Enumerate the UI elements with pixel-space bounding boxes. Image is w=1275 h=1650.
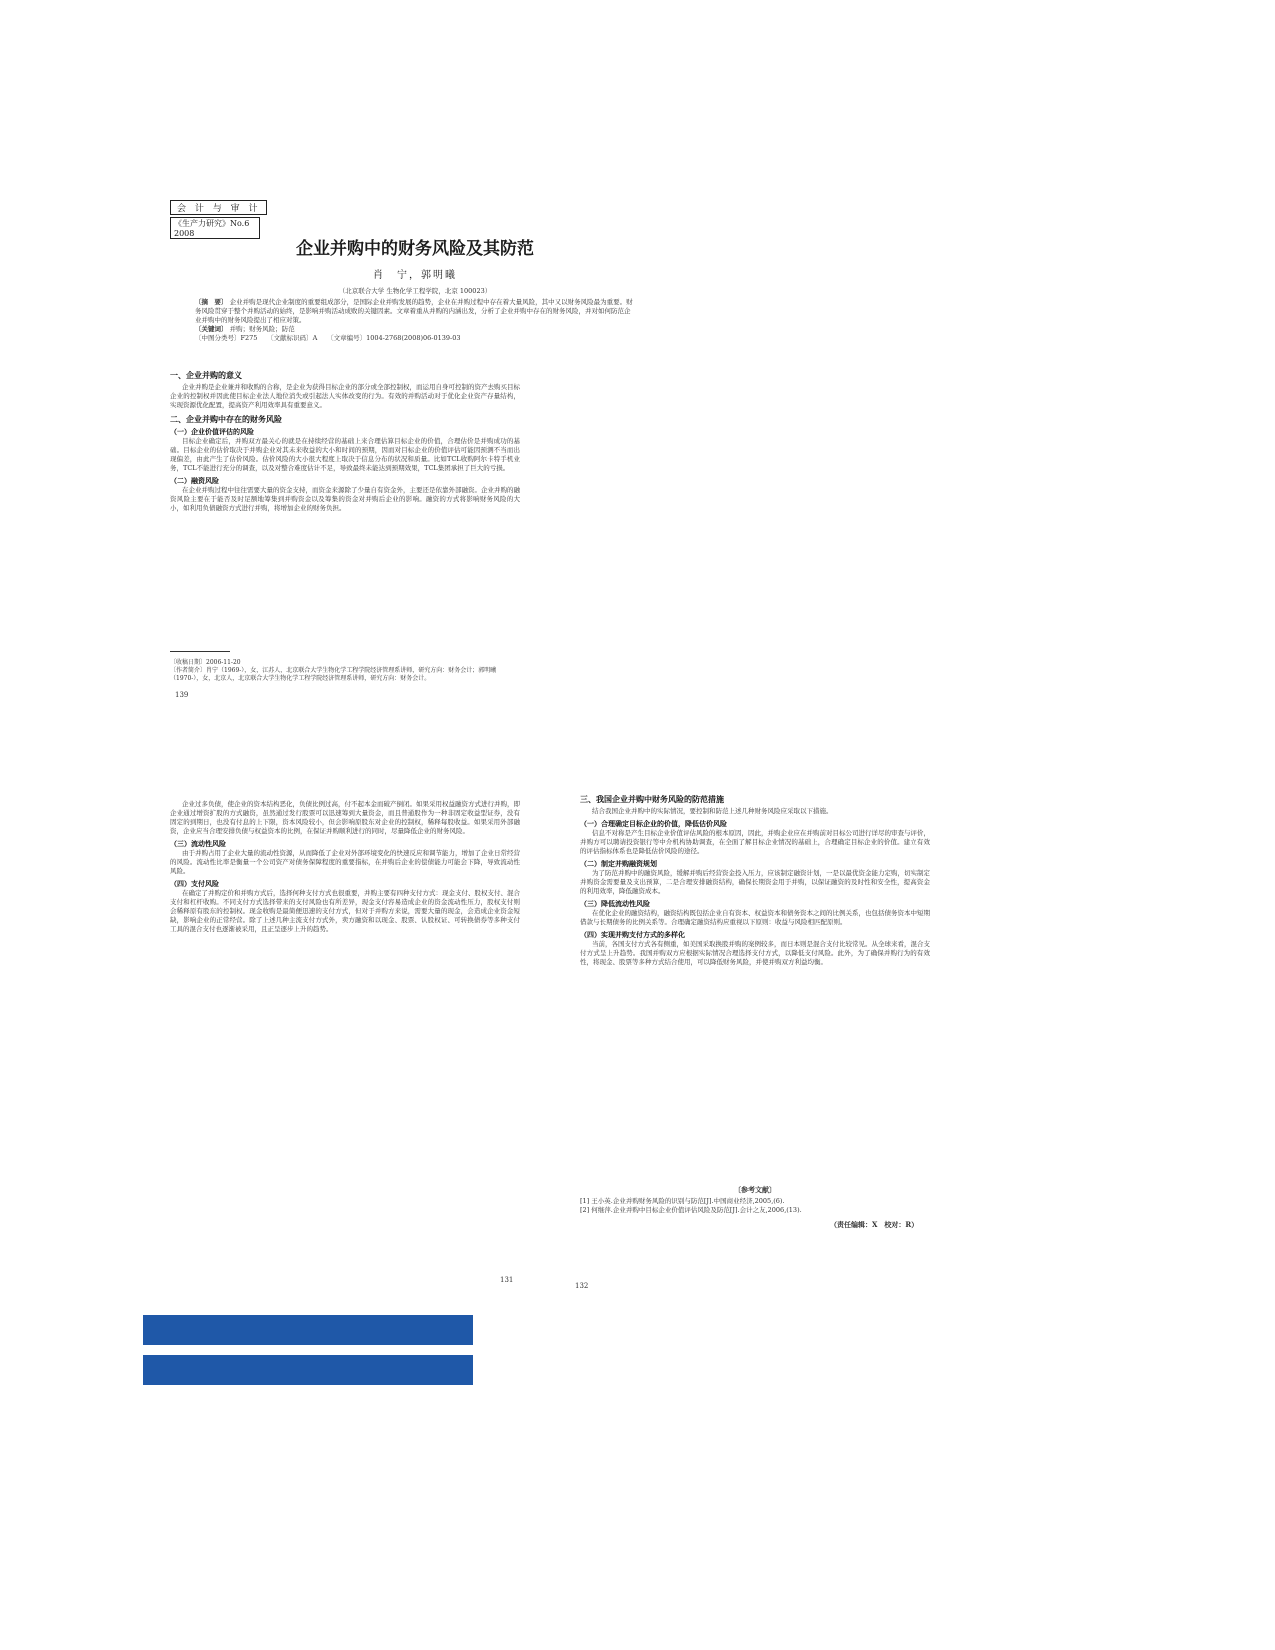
footnote-divider (170, 651, 230, 652)
blue-bar-bottom (143, 1355, 473, 1385)
right-subsection1-paragraph: 信息不对称是产生目标企业价值评估风险的根本原因，因此，并购企业应在并购前对目标公司进行详尽的审查与评价，并购方可以聘请投资银行等中介机构协助调查，在全面了解目标企业情况的基础上，合理确定目标企业的价值。建立有效的评估指标体系也是降低估价风险的途径。 (580, 829, 930, 855)
journal-issue-label: 《生产力研究》No.6 2008 (170, 217, 260, 239)
page1-body (170, 366, 520, 611)
left-subsection4-paragraph: 在确定了并购定价和并购方式后，选择何种支付方式也很重要，并购主要有四种支付方式：现金支付、股权支付、混合支付和杠杆收购。不同支付方式选择带来的支付风险也有所差异，现金支付容易造成企业的资金流动性压力，股权支付则会稀释原有股东的控制权。现金收购是最简便迅速的支付方式，但对于并购方来说，需要大量的现金，会造成企业资金短缺，影响企业的正常经营。除了上述几种主流支付方式外，卖方融资和以现金、股票、认股权证、可转换债券等多种支付工具的混合支付也逐渐被采用，且正呈逐步上升的趋势。 (170, 889, 520, 933)
footnote-author-bio: 〔作者简介〕肖宁（1969-），女，江苏人，北京联合大学生物化学工程学院经济管理系讲师，研究方向：财务会计；郭明曦（1970-），女，北京人，北京联合大学生物化学工程学院经济管理系讲师，研究方向：财务会计。 (170, 667, 497, 682)
references-block (580, 1185, 930, 1215)
subsection2-paragraph: 在企业并购过程中往往需要大量的资金支持，而资金来源除了少量自有资金外，主要还是依靠外部融资。企业并购的融资风险主要在于能否及时足额地筹集到并购资金以及筹集的资金对并购后企业的影响。融资的方式将影响财务风险的大小，如利用负债融资方式进行并购，将增加企业的财务负担。 (170, 486, 520, 512)
left-subsection3-paragraph: 由于并购占用了企业大量的流动性资源，从而降低了企业对外部环境变化的快速反应和调节能力，增加了企业日常经营的风险。流动性比率是衡量一个公司资产对债务保障程度的重要指标，在并购后企业的偿债能力可能会下降，导致流动性风险。 (170, 849, 520, 875)
section1-heading: 一、企业并购的意义 (170, 370, 242, 380)
right-subsection4-paragraph: 当前，各国支付方式各有侧重，如美国采取换股并购的案例较多，而日本则是混合支付比较常见。从全球来看，混合支付方式呈上升趋势。我国并购双方应根据实际情况合理选择支付方式，以降低支付风险。此外，为了确保并购行为的有效性，将现金、股票等多种方式结合使用，可以降低财务风险，并使并购双方利益均衡。 (580, 940, 930, 966)
reference-item: [2] 何继萍.企业并购中目标企业价值评估风险及防范[J].会计之友,2006,(13). (580, 1206, 802, 1214)
section1-paragraph: 企业并购是企业兼并和收购的合称，是企业为获得目标企业的部分或全部控制权，而运用自身可控制的资产去购买目标企业的控制权并因此使目标企业法人地位消失或引起法人实体改变的行为。有效的并购活动对于优化企业资产存量结构，实现资源优化配置，提高资产利用效率具有重要意义。 (170, 383, 520, 409)
page1-number: 139 (175, 691, 189, 699)
left-subsection4-heading: （四）支付风险 (170, 879, 219, 888)
section3-heading: 三、我国企业并购中财务风险的防范措施 (580, 794, 724, 804)
subsection2-heading: （二）融资风险 (170, 476, 219, 485)
abstract-block (195, 298, 635, 343)
footnote-received: 〔收稿日期〕2006-11-20 (170, 659, 241, 666)
classification-line: 〔中图分类号〕F275 〔文献标识码〕A 〔文章编号〕1004-2768(2008)06-0139-03 (195, 334, 461, 342)
keywords-label: 〔关键词〕 (195, 325, 228, 333)
reference-item: [1] 王小英.企业并购财务风险的识别与防范[J].中国商业经济,2005,(6). (580, 1197, 785, 1205)
left-subsection3-heading: （三）流动性风险 (170, 839, 226, 848)
left-paragraph-1: 企业过多负债，使企业的资本结构恶化，负债比例过高，付不起本金而破产倒闭。如果采用权益融资方式进行并购，即企业通过增资扩股的方式融资，虽然通过发行股票可以迅速筹到大量资金，而且普通股作为一种非固定收益型证券，没有固定的到期日，也没有付息的上下限，资本风险较小，但会影响原股东对企业的控制权，稀释每股收益。如果采用外部融资，企业应当合理安排负债与权益资本的比例，在保证并购顺利进行的同时，尽量降低企业的财务风险。 (170, 800, 520, 835)
journal-header (170, 196, 267, 239)
paper-authors: 肖 宁，郭明曦 (373, 270, 457, 281)
page2-right-column (580, 790, 930, 1180)
subsection1-paragraph: 目标企业确定后，并购双方最关心的就是在持续经营的基础上来合理估算目标企业的价值，合理估价是并购成功的基础。目标企业的估价取决于并购企业对其未来收益的大小和时间的预期，因而对目标企业的价值评估可能因预测不当而出现偏差，由此产生了估价风险。估价风险的大小很大程度上取决于信息分布的状况和质量。比如TCL收购阿尔卡特手机业务，TCL不能进行充分的调查，以及对整合难度估计不足，导致最终未能达到预期效果，TCL集团承担了巨大的亏损。 (170, 437, 520, 472)
footnote-block (170, 659, 520, 683)
keywords-text: 并购；财务风险；防范 (229, 325, 295, 333)
references-title: 〔参考文献〕 (734, 1185, 776, 1194)
right-subsection1-heading: （一）合理确定目标企业的价值，降低估价风险 (580, 819, 727, 828)
section2-heading: 二、企业并购中存在的财务风险 (170, 414, 282, 424)
editor-credit: （责任编辑：X 校对：R） (830, 1220, 919, 1229)
section3-intro: 结合我国企业并购中的实际情况，要控制和防范上述几种财务风险应采取以下措施。 (592, 807, 833, 815)
abstract-text: 企业并购是现代企业制度的重要组成部分，是国际企业并购发展的趋势，企业在并购过程中存在着大量风险，其中又以财务风险最为重要。财务风险贯穿于整个并购活动的始终，是影响并购活动成败的关键因素。文章着重从并购的内涵出发，分析了企业并购中存在的财务风险，并对如何防范企业并购中的财务风险提出了相应对策。 (195, 298, 633, 324)
paper-affiliation: （北京联合大学 生物化学工程学院，北京 100023） (338, 287, 492, 295)
right-subsection4-heading: （四）实现并购支付方式的多样化 (580, 930, 685, 939)
right-subsection2-heading: （二）制定并购融资规划 (580, 859, 657, 868)
right-subsection3-paragraph: 在优化企业的融资结构，融资结构既包括企业自有资本、权益资本和债务资本之间的比例关系，也包括债务资本中短期借款与长期债务的比例关系等。合理确定融资结构应重视以下原则：收益与风险相匹配原则。 (580, 909, 930, 926)
page2-left-column (170, 800, 520, 1290)
blue-bar-top (143, 1315, 473, 1345)
abstract-label: 〔摘 要〕 (195, 298, 228, 306)
scanned-page-1 (170, 196, 960, 756)
paper-title: 企业并购中的财务风险及其防范 (296, 239, 534, 259)
subsection1-heading: （一）企业价值评估的风险 (170, 427, 254, 436)
scanned-page-2 (170, 794, 960, 1340)
right-subsection2-paragraph: 为了防范并购中的融资风险，缓解并购后经营资金投入压力，应该制定融资计划，一是以最优资金能力定购，切实制定并购资金需要量及支出预算，二是合理安排融资结构，确保长期资金用于并购，以保证融资的及时性和安全性，提高资金的利用效率，降低融资成本。 (580, 869, 930, 895)
left-page-number: 131 (500, 1276, 514, 1284)
journal-column-label: 会 计 与 审 计 (170, 200, 267, 215)
right-page-number: 132 (575, 1282, 589, 1290)
right-subsection3-heading: （三）降低流动性风险 (580, 899, 650, 908)
